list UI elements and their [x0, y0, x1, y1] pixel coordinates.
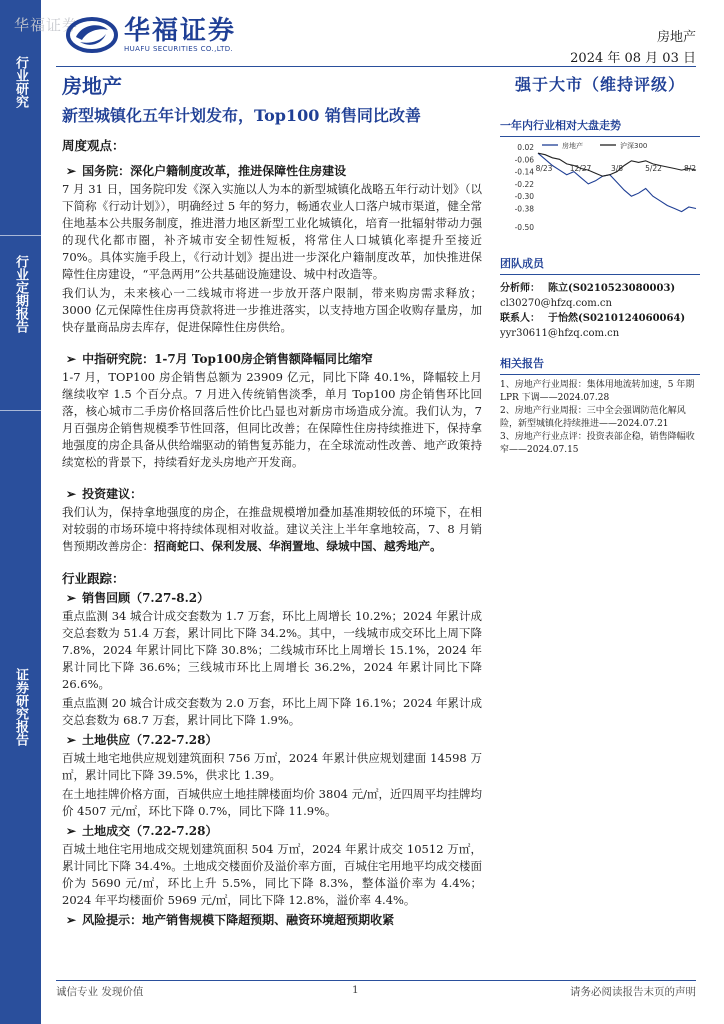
analyst-label: 分析师： [500, 283, 540, 294]
arrow-bullet-icon: ➢ [66, 164, 77, 178]
legend-label: 房地产 [562, 142, 583, 150]
page-number: 1 [352, 984, 359, 996]
tracking-heading: 行业跟踪： [62, 571, 125, 586]
huafu-logo-icon [66, 16, 118, 54]
series-line [535, 153, 696, 211]
rating: 强于大市（维持评级） [514, 75, 685, 94]
doc-title: 新型城镇化五年计划发布，Top100 销售同比改善 [62, 106, 421, 125]
section-land-deal [62, 822, 482, 839]
brand-name-en: HUAFU SECURITIES CO.,LTD. [124, 45, 234, 53]
related-report[interactable]: 1、房地产行业周报：集体用地流转加速，5 年期 LPR 下调——2024.07.28 [500, 380, 695, 403]
arrow-bullet-icon: ➢ [66, 487, 77, 501]
section-cih [62, 350, 482, 367]
arrow-bullet-icon: ➢ [66, 913, 77, 927]
investment-stocks: 招商蛇口、保利发展、华润置地、绿城中国、越秀地产。 [154, 539, 442, 553]
x-tick-label: 12/27 [569, 164, 592, 173]
paragraph: 重点监测 20 城合计成交套数为 2.0 万套，环比上周下降 16.1%；2024 年累计成交总套数为 68.7 万套，累计同比下降 1.9%。 [62, 696, 482, 727]
brand-logo [66, 16, 236, 54]
y-tick-label: -0.22 [514, 179, 534, 189]
arrow-bullet-icon: ➢ [66, 824, 77, 838]
risk-text: 风险提示：地产销售规模下降超预期、融资环境超预期收紧 [82, 913, 395, 927]
section-state-council [62, 162, 482, 179]
section-title: 中指研究院：1-7月 Top100房企销售额降幅同比缩窄 [82, 352, 373, 366]
y-tick-label: -0.50 [514, 223, 534, 232]
related-report[interactable]: 2、房地产行业周报：三中全会强调防范化解风险，新型城镇化持续推进——2024.07.21 [500, 406, 686, 429]
related-report[interactable]: 3、房地产行业点评：投资表部企稳，销售降幅收窄——2024.07.15 [500, 432, 695, 455]
paragraph: 我们认为，未来核心一二线城市将进一步放开落户限制，带来购房需求释放；3000 亿元保障性住房再贷款将进一步推进落实，以支持地方国企收购存量房，加快存量商品房去库存，促进保障性住房供给。 [62, 286, 482, 334]
paragraph: 在土地挂牌价格方面，百城供应土地挂牌楼面均价 3804 元/㎡，近四周平均挂牌均价 4507 元/㎡，环比下降 0.7%，同比下降 11.9%。 [62, 787, 482, 818]
header-date: 2024 年 08 月 03 日 [570, 51, 696, 66]
x-tick-label: 8/2 [683, 164, 697, 173]
arrow-bullet-icon: ➢ [66, 591, 77, 605]
paragraph: 1-7 月，TOP100 房企销售总额为 23909 亿元，同比下降 40.1%，降幅较上月继续收窄 1.5 个百分点。7 月进入传统销售淡季，单月 Top100 房企销售环比回落，核心城市二手房价格回落后性价比凸显也对新房市场造成分流。我们认为，7 月百强房企销售规模季节性回落，但同比改善；在保障性住房持续推进下，保持拿地强度的房企具备从供给端驱动的销售复苏能力，在全球流动性改善、地产政策持续宽松的背景下，持续看好龙头房地产开发商。 [62, 370, 482, 469]
contact-label: 联系人： [500, 313, 540, 324]
analyst-name: 陈立(S0210523080003) [548, 283, 676, 294]
sidebar-divider [0, 410, 41, 411]
contact-email[interactable]: yyr30611@hfzq.com.cn [500, 328, 620, 339]
related-title: 相关报告 [500, 357, 544, 370]
legend-label: 沪深300 [620, 142, 648, 150]
footer-disclaimer: 请务必阅读报告末页的声明 [570, 986, 696, 998]
team-title: 团队成员 [500, 257, 544, 270]
section-title: 销售回顾（7.27-8.2） [82, 591, 210, 605]
section-investment [62, 485, 482, 502]
paragraph: 7 月 31 日，国务院印发《深入实施以人为本的新型城镇化战略五年行动计划》（以下简称《行动计划》），明确经过 5 年的努力，畅通农业人口落户城市渠道，健全常住地基本公共服务制度，推进潜力地区新型工业化城镇化，培育一批辐射带动力强的现代化都市圈，补齐城市安全韧性短板，将常住人口城镇化率提升至接近 70%。具体实施手段上，《行动计划》提出进一步深化户籍制度改革，加快推进保障性住房建设，“平急两用”公共基础设施建设、城中村改造等。 [62, 182, 482, 281]
sidebar-text: 证券研究报告 [13, 668, 28, 746]
y-tick-label: -0.14 [514, 167, 534, 177]
section-risk [62, 911, 482, 928]
sidebar-label-securities-research [0, 668, 41, 746]
section-title: 投资建议： [82, 487, 143, 501]
chart-title: 一年内行业相对大盘走势 [500, 119, 621, 132]
y-tick-label: 0.02 [517, 143, 534, 152]
sidebar-divider [0, 235, 41, 236]
sidebar-text: 行业研究 [13, 56, 28, 108]
section-title: 土地供应（7.22-7.28） [82, 733, 218, 747]
section-land-supply [62, 731, 482, 748]
brand-name-cn: 华福证券 [124, 16, 237, 46]
analyst-line [500, 281, 700, 296]
footer-rule [56, 980, 696, 981]
paragraph: 重点监测 34 城合计成交套数为 1.7 万套，环比上周增长 10.2%；2024 年累计成交总套数为 51.4 万套，累计同比下降 34.2%。其中，一线城市成交环比上周下降 7.8%，2024 年累计同比下降 30.8%；二线城市环比上周增长 15.1%，2024 年累计同比下降 36.6%；三线城市环比上周增长 36.2%，2024 年累计同比下降 26.6%。 [62, 609, 482, 691]
y-tick-label: -0.30 [514, 192, 534, 202]
arrow-bullet-icon: ➢ [66, 733, 77, 747]
section-title: 国务院：深化户籍制度改革，推进保障性住房建设 [82, 164, 347, 178]
rule [500, 374, 700, 375]
x-tick-label: 3/8 [610, 164, 624, 173]
paragraph [62, 504, 482, 555]
doc-category: 房地产 [62, 74, 122, 98]
contact-line [500, 311, 700, 326]
footer-slogan: 诚信专业 发现价值 [56, 986, 144, 998]
paragraph: 百城土地住宅用地成交规划建筑面积 504 万㎡，2024 年累计成交 10512 万㎡，累计同比下降 34.4%。土地成交楼面价及溢价率方面，百城住宅用地平均成交楼面价为 5690 元/㎡，环比上升 5.5%，同比下降 8.3%，整体溢价率为 4.4%；2024 年平均楼面价 5969 元/㎡，同比下降 12.8%，溢价率 4.4%。 [62, 842, 482, 907]
paragraph: 百城土地宅地供应规划建筑面积 756 万㎡，2024 年累计供应规划建面 14598 万㎡，累计同比下降 39.5%，供求比 1.39。 [62, 751, 482, 782]
arrow-bullet-icon: ➢ [66, 352, 77, 366]
x-tick-label: 8/23 [535, 164, 553, 173]
weekly-view-heading: 周度观点： [62, 138, 125, 153]
right-column [500, 72, 700, 457]
header-category: 房地产 [656, 30, 696, 45]
header-rule [56, 66, 696, 67]
section-title: 土地成交（7.22-7.28） [82, 824, 218, 838]
footer [56, 984, 696, 999]
sidebar-label-industry-research [0, 56, 41, 108]
sidebar-label-periodic-report [0, 255, 41, 333]
rule [500, 136, 700, 137]
analyst-email[interactable]: cl30270@hfzq.com.cn [500, 298, 612, 309]
watermark: 华福证券 [14, 16, 79, 34]
y-tick-label: -0.38 [514, 204, 534, 214]
main-column [62, 70, 482, 928]
relative-performance-chart [500, 141, 700, 241]
x-tick-label: 5/22 [645, 164, 662, 173]
y-tick-label: -0.06 [514, 155, 534, 165]
sidebar-text: 行业定期报告 [13, 255, 28, 333]
investment-text: 我们认为，保持拿地强度的房企，在推盘规模增加叠加基准期较低的环境下，在相对较弱的市场环境中将持续体现相对收益。建议关注上半年拿地较高，7、8 月销售预期改善房企： [62, 505, 482, 553]
section-sales [62, 589, 482, 606]
contact-name: 于怡然(S0210124060064) [548, 313, 686, 324]
sidebar [0, 0, 41, 1024]
rule [500, 274, 700, 275]
